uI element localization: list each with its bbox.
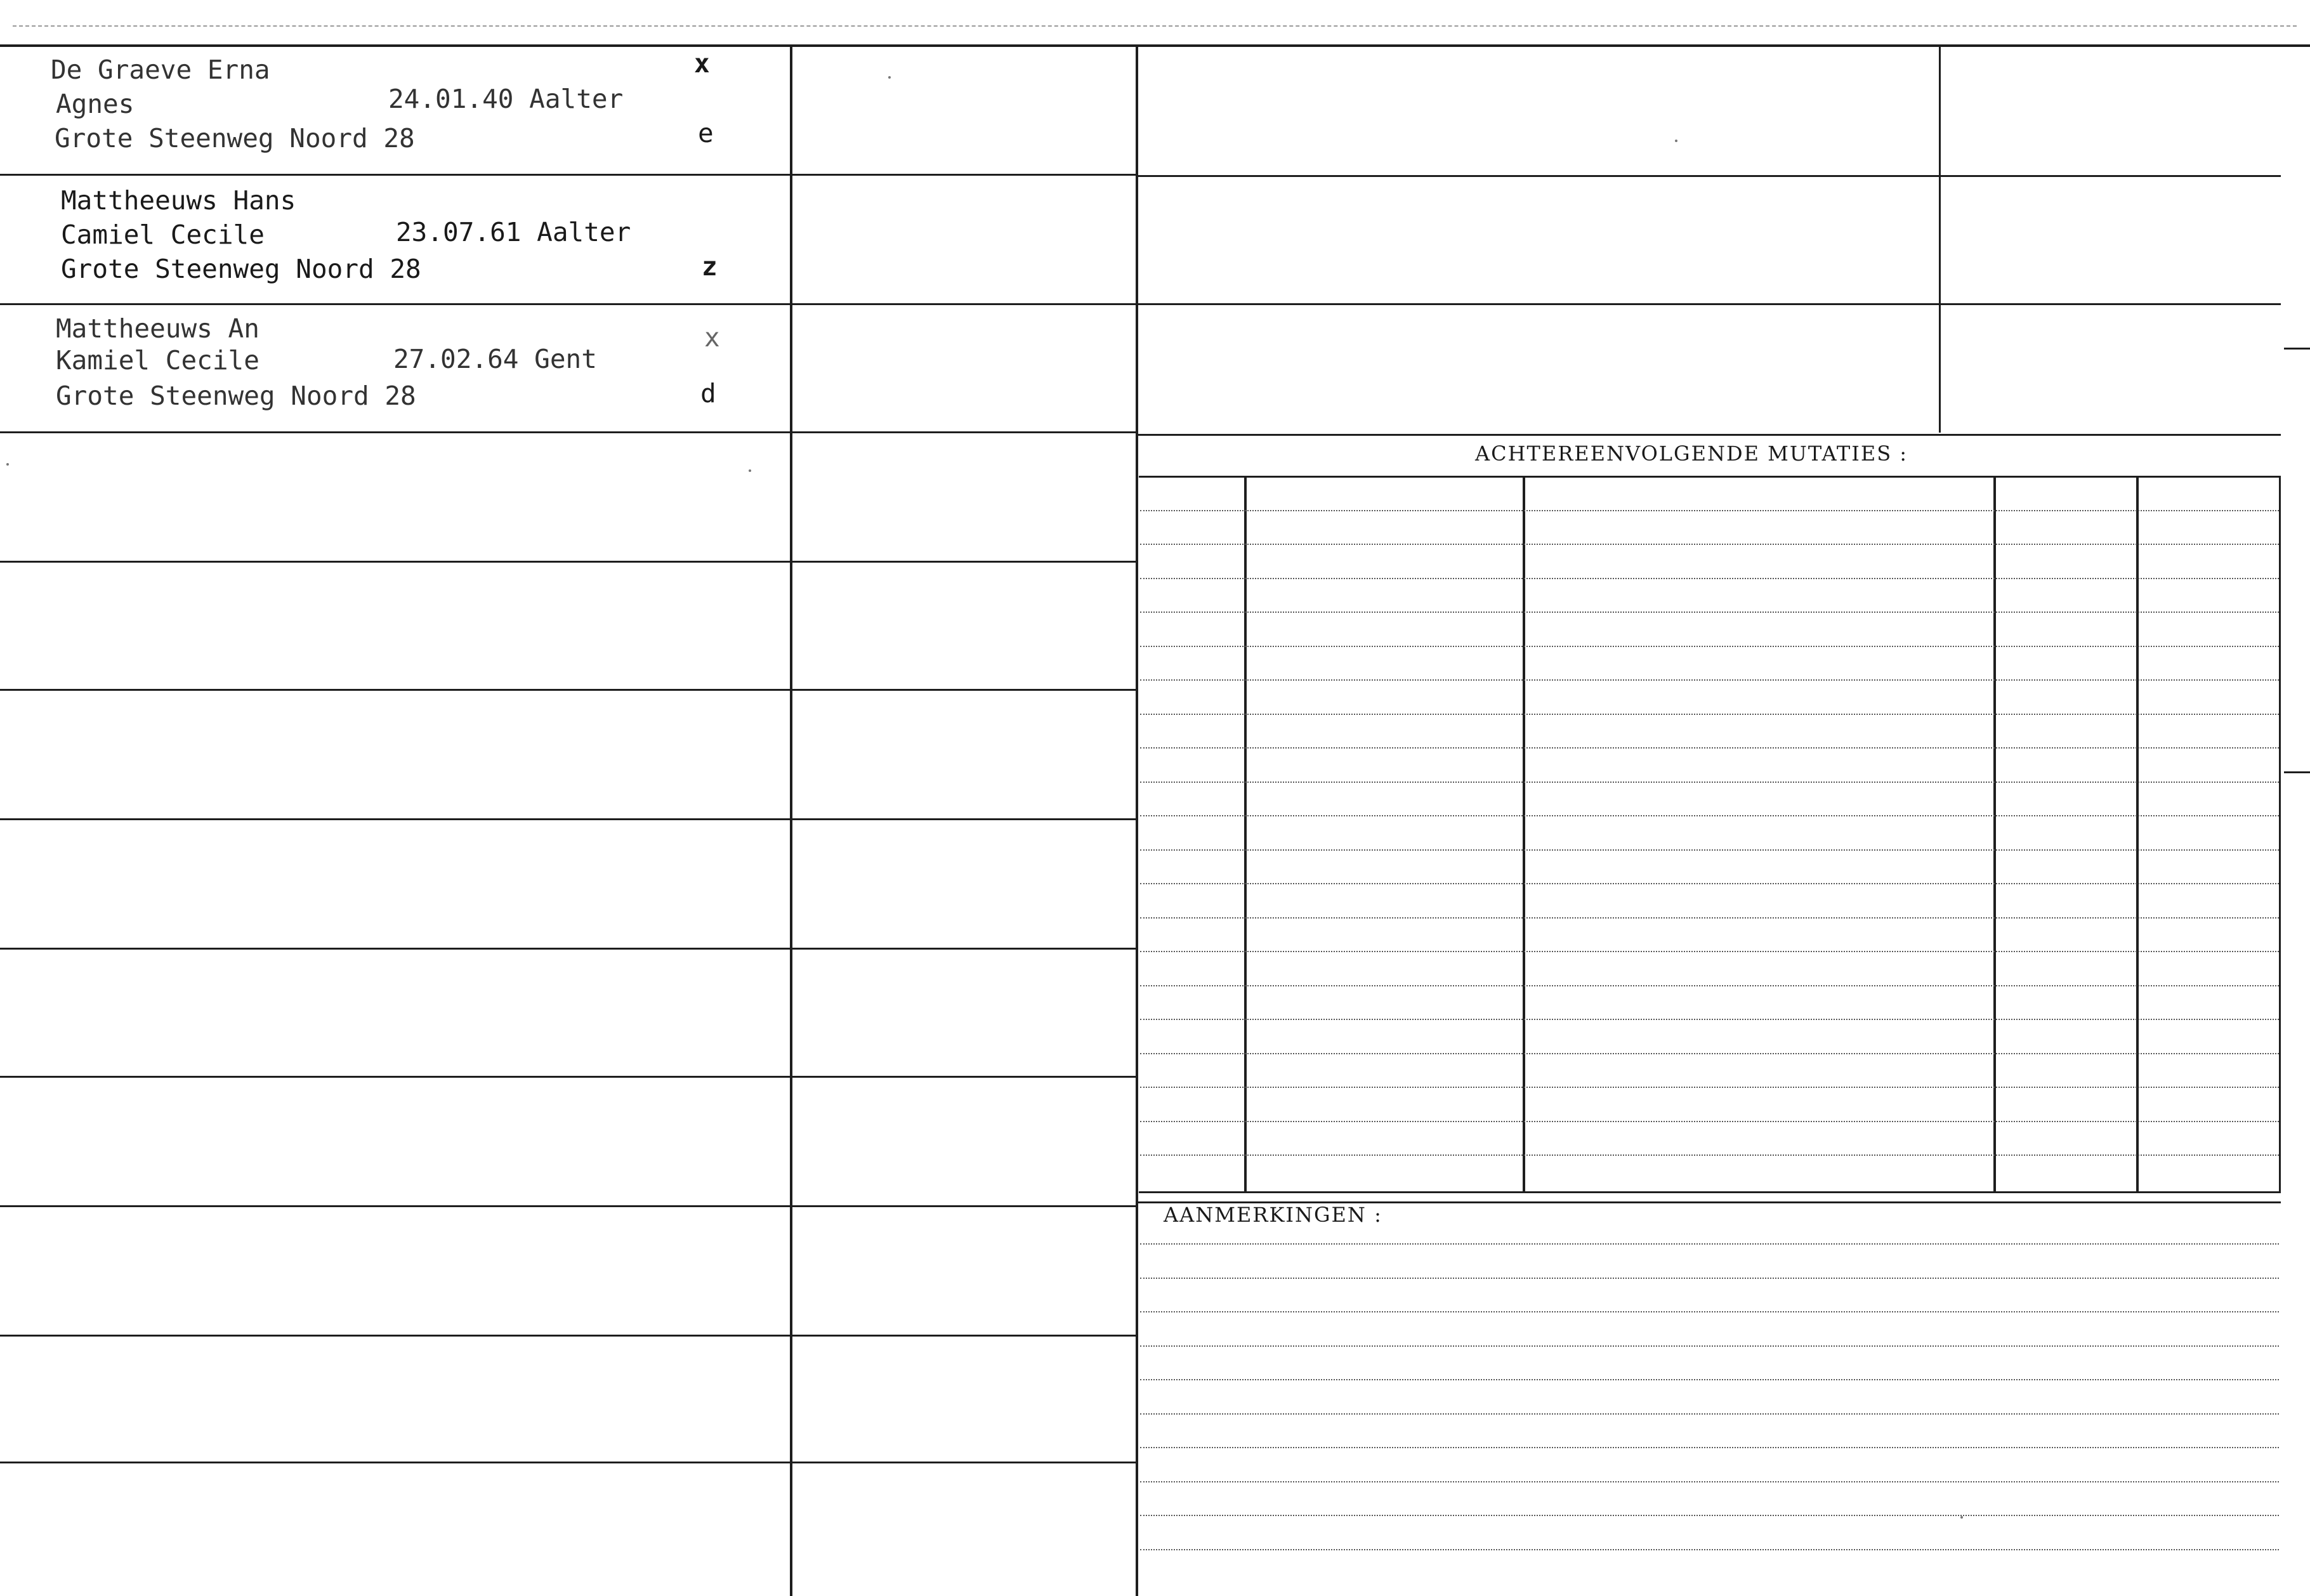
entry-1-parents: Agnes xyxy=(56,89,135,119)
mutation-row-line xyxy=(1140,985,2279,986)
remark-line xyxy=(1140,1447,2279,1448)
right-box-separator xyxy=(1136,434,2281,436)
entry-1-mark-1: x xyxy=(694,48,710,79)
row-separator xyxy=(0,1076,1136,1078)
remark-line xyxy=(1140,1278,2279,1279)
mutation-row-line xyxy=(1140,1087,2279,1088)
entry-1-address: Grote Steenweg Noord 28 xyxy=(55,123,415,154)
scan-speck xyxy=(888,76,891,79)
mutation-row-line xyxy=(1140,1154,2279,1156)
row-separator xyxy=(0,561,1136,563)
entry-2-parents: Camiel Cecile xyxy=(61,219,265,250)
row-separator xyxy=(0,431,1136,433)
remark-line xyxy=(1140,1515,2279,1516)
middle-column-divider xyxy=(1136,47,1138,1596)
entry-3-parents: Kamiel Cecile xyxy=(56,345,259,376)
remark-line xyxy=(1140,1413,2279,1415)
mutation-row-line xyxy=(1140,510,2279,511)
remark-line xyxy=(1140,1311,2279,1312)
row-separator xyxy=(0,818,1136,820)
right-box-separator xyxy=(1136,303,2281,305)
remark-line xyxy=(1140,1379,2279,1380)
margin-tick xyxy=(2284,771,2310,773)
mutation-row-line xyxy=(1140,883,2279,884)
mutation-row-line xyxy=(1140,646,2279,647)
right-box-separator xyxy=(1136,175,2281,177)
mutation-row-line xyxy=(1140,815,2279,816)
entry-2-address: Grote Steenweg Noord 28 xyxy=(61,254,421,284)
right-upper-divider xyxy=(1939,47,1941,433)
row-separator xyxy=(0,689,1136,691)
row-separator xyxy=(0,1335,1136,1337)
scan-speck xyxy=(749,469,751,472)
entry-1-surname: De Graeve Erna xyxy=(51,55,270,85)
margin-tick xyxy=(2284,348,2310,350)
top-border xyxy=(0,44,2310,47)
mutation-row-line xyxy=(1140,849,2279,851)
mutation-row-line xyxy=(1140,917,2279,919)
mutation-row-line xyxy=(1140,1019,2279,1020)
row-separator xyxy=(0,303,1136,305)
remark-line xyxy=(1140,1549,2279,1550)
entry-3-mark-1: x xyxy=(704,322,720,353)
row-separator xyxy=(0,174,1136,176)
row-separator xyxy=(0,1462,1136,1463)
remark-line xyxy=(1140,1243,2279,1245)
scan-speck xyxy=(1675,140,1677,142)
mutation-row-line xyxy=(1140,714,2279,715)
mutation-row-line xyxy=(1140,1121,2279,1122)
entry-2-surname: Mattheeuws Hans xyxy=(61,185,296,216)
mutation-row-line xyxy=(1140,544,2279,545)
mutation-row-line xyxy=(1140,612,2279,613)
entry-3-date-place: 27.02.64 Gent xyxy=(393,344,597,374)
remark-line xyxy=(1140,1345,2279,1347)
entry-1-date-place: 24.01.40 Aalter xyxy=(388,84,624,114)
mutation-row-line xyxy=(1140,1053,2279,1054)
remark-line xyxy=(1140,1481,2279,1482)
scan-noise-line xyxy=(13,25,2297,27)
remarks-header: AANMERKINGEN : xyxy=(1164,1203,1382,1227)
mutation-row-line xyxy=(1140,782,2279,783)
entry-3-mark-2: d xyxy=(700,378,716,409)
entry-1-mark-2: e xyxy=(698,118,714,148)
scan-speck xyxy=(6,463,9,466)
mutation-row-line xyxy=(1140,747,2279,749)
entry-2-date-place: 23.07.61 Aalter xyxy=(396,217,631,247)
row-separator xyxy=(0,1205,1136,1207)
row-separator xyxy=(0,948,1136,950)
mutations-header: ACHTEREENVOLGENDE MUTATIES : xyxy=(1475,442,1908,466)
entry-3-surname: Mattheeuws An xyxy=(56,313,259,344)
left-column-divider xyxy=(790,47,792,1596)
scan-speck xyxy=(1960,1516,1963,1519)
entry-3-address: Grote Steenweg Noord 28 xyxy=(56,381,416,411)
mutation-row-line xyxy=(1140,951,2279,952)
mutation-row-line xyxy=(1140,578,2279,579)
mutation-row-line xyxy=(1140,679,2279,681)
entry-2-mark-1: z xyxy=(702,251,718,282)
